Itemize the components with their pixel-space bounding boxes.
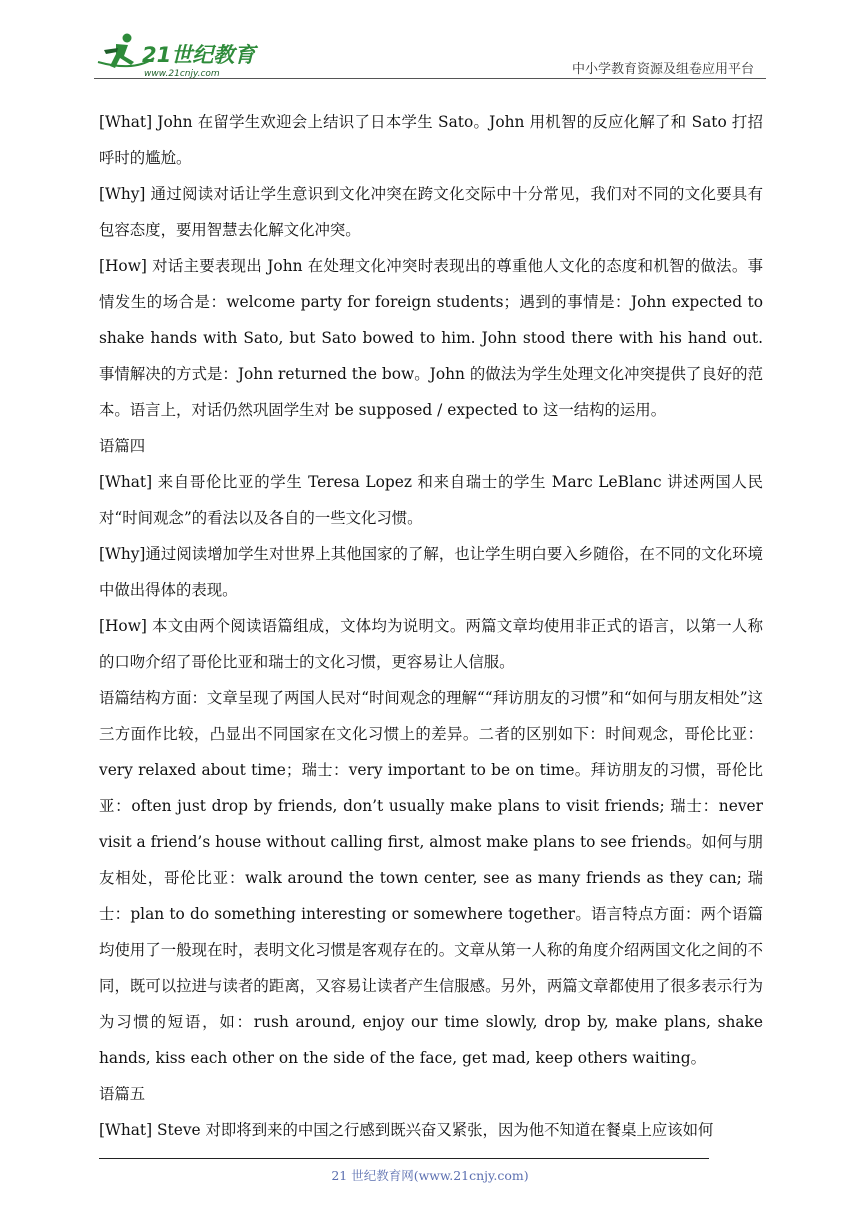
footer-divider xyxy=(99,1158,709,1159)
header-divider xyxy=(94,78,766,79)
paragraph: [What] John 在留学生欢迎会上结识了日本学生 Sato。John 用机智的反应化解了和 Sato 打招呼时的尴尬。 xyxy=(99,113,763,167)
logo-url: www.21cnjy.com xyxy=(144,69,220,79)
paragraph: [Why]通过阅读增加学生对世界上其他国家的了解，也让学生明白要入乡随俗，在不同的文化环境中做出得体的表现。 xyxy=(99,545,763,599)
logo-graphic xyxy=(94,32,264,80)
paragraph: [How] 本文由两个阅读语篇组成，文体均为说明文。两篇文章均使用非正式的语言，以第一人称的口吻介绍了哥伦比亚和瑞士的文化习惯，更容易让人信服。 xyxy=(99,617,763,671)
document-body xyxy=(99,104,763,1148)
logo xyxy=(94,32,264,80)
logo-text: 21世纪教育 xyxy=(142,43,256,67)
paragraph: [Why] 通过阅读对话让学生意识到文化冲突在跨文化交际中十分常见，我们对不同的文化要具有包容态度，要用智慧去化解文化冲突。 xyxy=(99,185,763,239)
section-heading: 语篇四 xyxy=(99,437,146,455)
page-header xyxy=(0,0,860,84)
paragraph: [What] Steve 对即将到来的中国之行感到既兴奋又紧张，因为他不知道在餐桌上应该如何 xyxy=(99,1121,714,1139)
section-heading: 语篇五 xyxy=(99,1085,146,1103)
platform-title: 中小学教育资源及组卷应用平台 xyxy=(571,62,754,77)
paragraph: [What] 来自哥伦比亚的学生 Teresa Lopez 和来自瑞士的学生 Marc LeBlanc 讲述两国人民对“时间观念”的看法以及各自的一些文化习惯。 xyxy=(99,473,763,527)
footer-link[interactable]: 21 世纪教育网(www.21cnjy.com) xyxy=(331,1168,529,1183)
paragraph: 语篇结构方面：文章呈现了两国人民对“时间观念的理解““拜访朋友的习惯”和“如何与朋友相处”这三方面作比较，凸显出不同国家在文化习惯上的差异。二者的区别如下：时间观念，哥伦比亚：very relaxed about time；瑞士：very important to be on time。拜访朋友的习惯，哥伦比亚：often just drop by friends, don’t usually make plans to visit friends; 瑞士：never visit a friend’s house without calling first, almost make plans to see friends。如何与朋友相处，哥伦比亚：walk around the town center, see as many friends as they can; 瑞士：plan to do something interesting or somewhere together。语言特点方面：两个语篇均使用了一般现在时，表明文化习惯是客观存在的。文章从第一人称的角度介绍两国文化之间的不同，既可以拉进与读者的距离，又容易让读者产生信服感。另外，两篇文章都使用了很多表示行为为习惯的短语，如：rush around, enjoy our time slowly, drop by, make plans, shake hands, kiss each other on the side of the face, get mad, keep others waiting。 xyxy=(99,689,763,1067)
paragraph: [How] 对话主要表现出 John 在处理文化冲突时表现出的尊重他人文化的态度和机智的做法。事情发生的场合是：welcome party for foreign students；遇到的事情是：John expected to shake hands with Sato, but Sato bowed to him. John stood there with his hand out. 事情解决的方式是：John returned the bow。John 的做法为学生处理文化冲突提供了良好的范本。语言上，对话仍然巩固学生对 be supposed / expected to 这一结构的运用。 xyxy=(99,257,763,419)
